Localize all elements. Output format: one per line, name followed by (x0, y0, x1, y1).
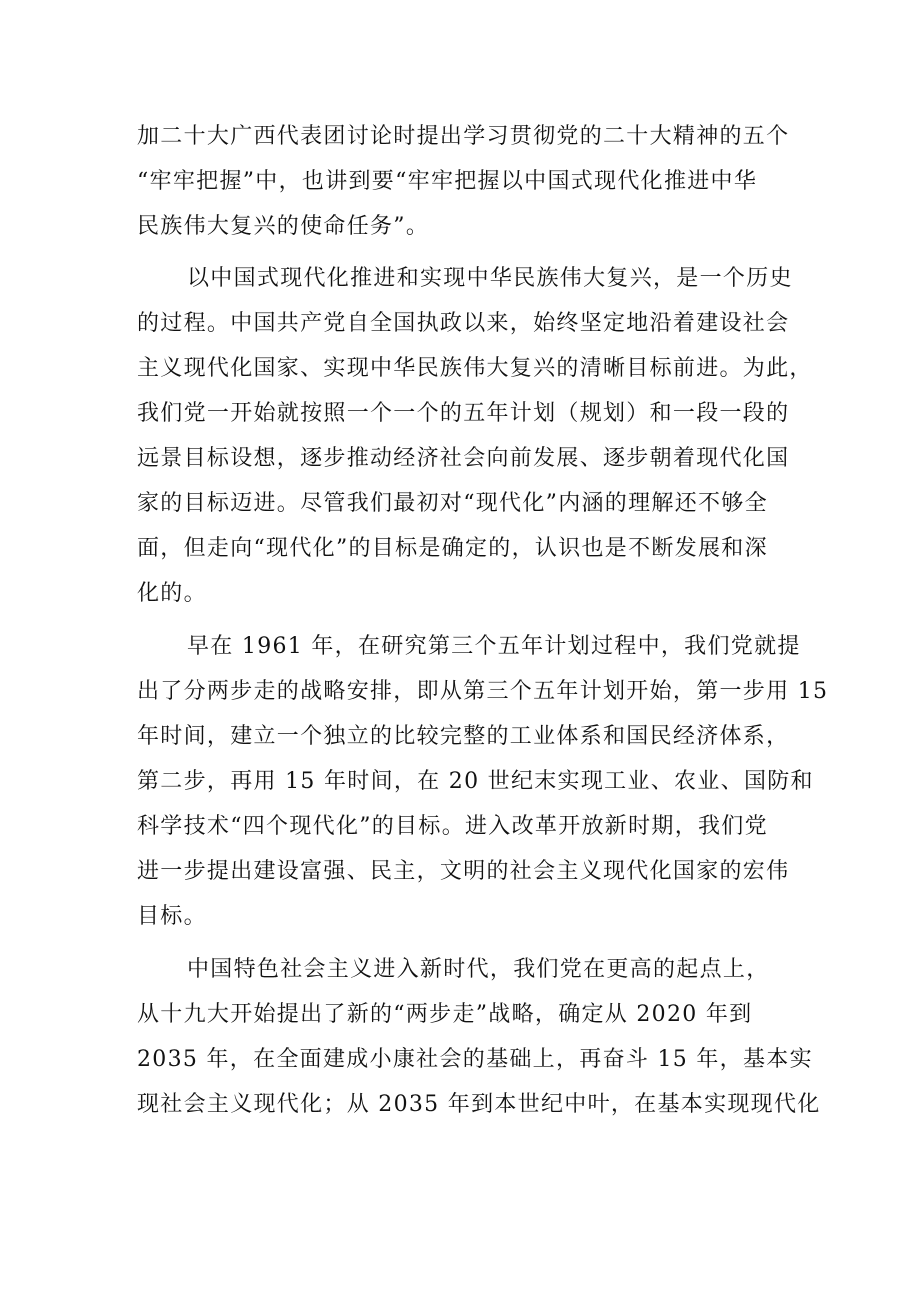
text-line: 我们党一开始就按照一个一个的五年计划（规划）和一段一段的 (137, 401, 790, 426)
text-line: 主义现代化国家、实现中华民族伟大复兴的清晰目标前进。为此， (137, 356, 813, 381)
text-line: 2035 年，在全面建成小康社会的基础上，再奋斗 15 年，基本实 (137, 1047, 813, 1072)
paragraph-first-line: 早在 1961 年，在研究第三个五年计划过程中，我们党就提 (187, 634, 801, 659)
text-line: 远景目标设想，逐步推动经济社会向前发展、逐步朝着现代化国 (137, 446, 790, 471)
text-line: 出了分两步走的战略安排，即从第三个五年计划开始，第一步用 15 (137, 679, 829, 704)
text-line: 加二十大广西代表团讨论时提出学习贯彻党的二十大精神的五个 (137, 124, 790, 149)
text-line: 进一步提出建设富强、民主，文明的社会主义现代化国家的宏伟 (137, 859, 790, 884)
text-line: 化的。 (137, 581, 207, 606)
text-line: 面，但走向“现代化”的目标是确定的，认识也是不断发展和深 (137, 536, 768, 561)
paragraph-first-line: 中国特色社会主义进入新时代，我们党在更高的起点上， (187, 957, 770, 982)
text-line: 从十九大开始提出了新的“两步走”战略，确定从 2020 年到 (137, 1002, 753, 1027)
text-line: 家的目标迈进。尽管我们最初对“现代化”内涵的理解还不够全 (137, 491, 768, 516)
text-line: 目标。 (137, 904, 207, 929)
text-line: 科学技术“四个现代化”的目标。进入改革开放新时期，我们党 (137, 814, 768, 839)
paragraph-first-line: 以中国式现代化推进和实现中华民族伟大复兴，是一个历史 (187, 266, 793, 291)
text-line: 第二步，再用 15 年时间，在 20 世纪末实现工业、农业、国防和 (137, 769, 814, 794)
text-line: 的过程。中国共产党自全国执政以来，始终坚定地沿着建设社会 (137, 311, 790, 336)
text-line: “牢牢把握”中，也讲到要“牢牢把握以中国式现代化推进中华 (137, 169, 758, 194)
text-line: 现社会主义现代化；从 2035 年到本世纪中叶，在基本实现现代化 (137, 1092, 821, 1117)
text-line: 民族伟大复兴的使命任务”。 (137, 214, 430, 239)
text-line: 年时间，建立一个独立的比较完整的工业体系和国民经济体系， (137, 724, 790, 749)
